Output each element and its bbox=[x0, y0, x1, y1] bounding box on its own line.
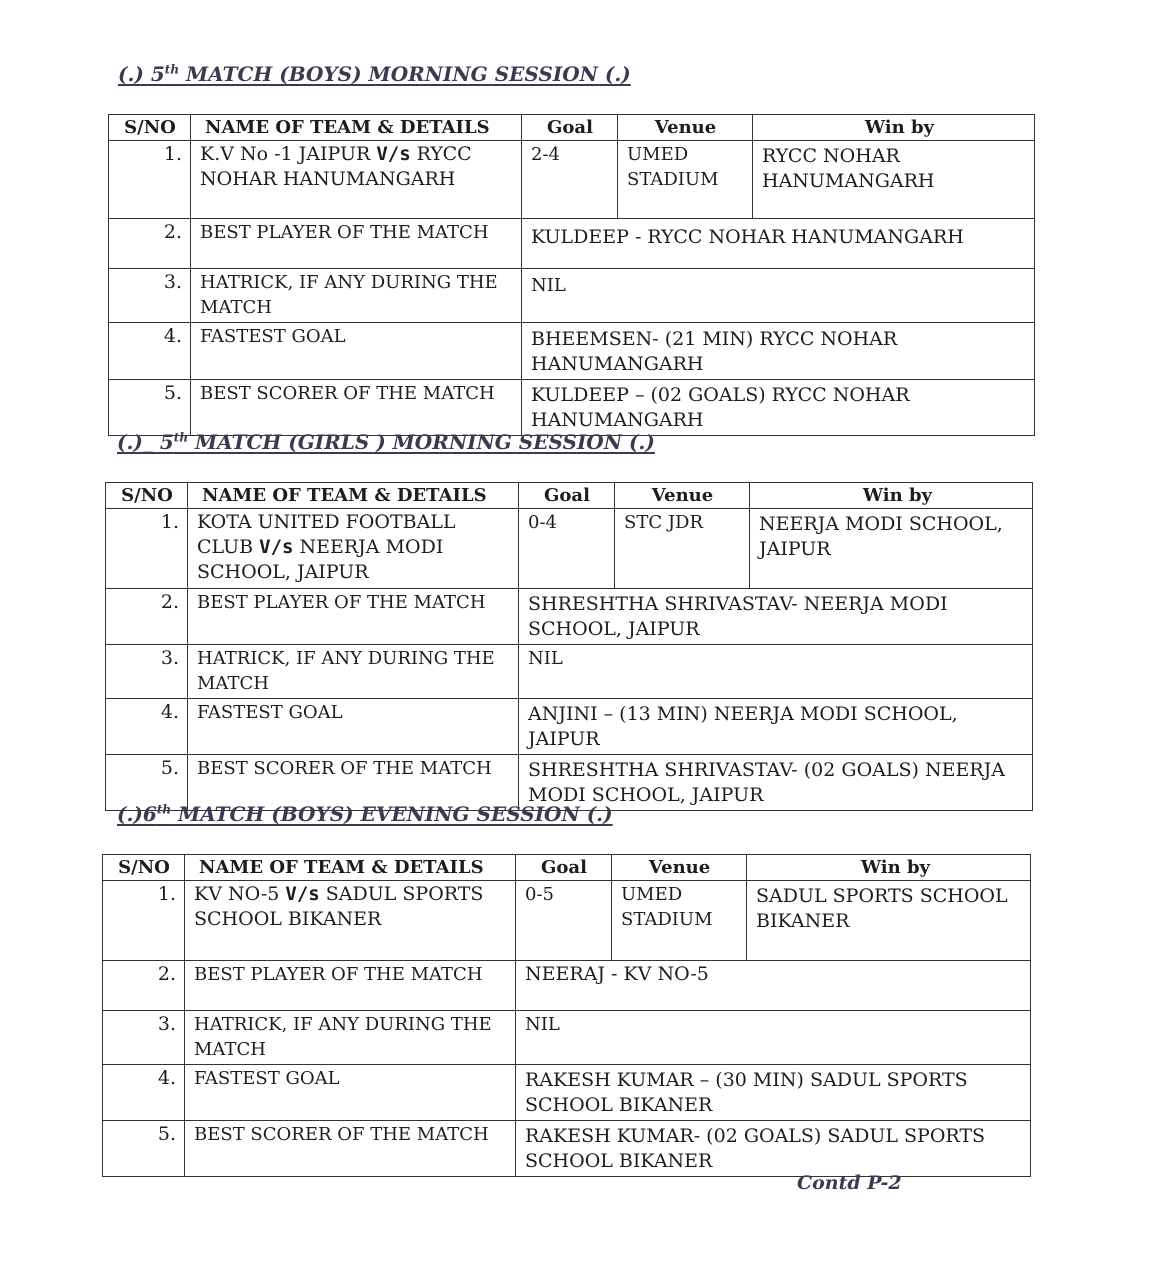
detail-label: HATRICK, IF ANY DURING THE MATCH bbox=[191, 269, 522, 323]
versus-label: V/s bbox=[259, 536, 294, 558]
detail-row bbox=[109, 380, 1035, 436]
venue: STC JDR bbox=[615, 509, 750, 589]
heading-text: MATCH (GIRLS ) MORNING SESSION (.) bbox=[188, 430, 655, 454]
heading-sup: th bbox=[156, 802, 172, 817]
detail-value: ANJINI – (13 MIN) NEERJA MODI SCHOOL, JAIPUR bbox=[519, 699, 1033, 755]
header-name: NAME OF TEAM & DETAILS bbox=[185, 855, 516, 881]
section-heading-boys-evening bbox=[117, 802, 613, 826]
versus-label: V/s bbox=[376, 143, 411, 165]
detail-label: HATRICK, IF ANY DURING THE MATCH bbox=[188, 645, 519, 699]
detail-row bbox=[103, 1065, 1031, 1121]
heading-sup: th bbox=[164, 62, 180, 77]
winner: NEERJA MODI SCHOOL, JAIPUR bbox=[750, 509, 1033, 589]
row-sno: 3. bbox=[103, 1011, 185, 1065]
header-name: NAME OF TEAM & DETAILS bbox=[188, 483, 519, 509]
winner: RYCC NOHAR HANUMANGARH bbox=[753, 141, 1035, 219]
versus-label: V/s bbox=[285, 883, 320, 905]
team-a: KOTA UNITED FOOTBALL CLUB bbox=[197, 511, 456, 558]
venue: UMED STADIUM bbox=[612, 881, 747, 961]
header-sno: S/NO bbox=[103, 855, 185, 881]
row-sno: 1. bbox=[103, 881, 185, 961]
detail-row bbox=[109, 269, 1035, 323]
header-win-by: Win by bbox=[753, 115, 1035, 141]
row-sno: 2. bbox=[106, 589, 188, 645]
header-venue: Venue bbox=[618, 115, 753, 141]
header-sno: S/NO bbox=[106, 483, 188, 509]
detail-row bbox=[109, 219, 1035, 269]
header-goal: Goal bbox=[519, 483, 615, 509]
section-heading-boys-morning bbox=[118, 62, 631, 86]
detail-value: BHEEMSEN- (21 MIN) RYCC NOHAR HANUMANGARH bbox=[522, 323, 1035, 380]
detail-label: BEST PLAYER OF THE MATCH bbox=[185, 961, 516, 1011]
match-table-boys-morning bbox=[108, 114, 1035, 436]
team-b: NEERJA MODI SCHOOL, JAIPUR bbox=[197, 536, 444, 583]
section-heading-girls-morning bbox=[117, 430, 655, 454]
team-details bbox=[188, 509, 519, 589]
detail-row bbox=[103, 1121, 1031, 1177]
match-table-boys-evening bbox=[102, 854, 1031, 1177]
detail-label: FASTEST GOAL bbox=[188, 699, 519, 755]
detail-row bbox=[106, 589, 1033, 645]
detail-row bbox=[106, 645, 1033, 699]
row-sno: 4. bbox=[109, 323, 191, 380]
team-a: K.V No -1 JAIPUR bbox=[200, 143, 377, 165]
heading-text: MATCH (BOYS) MORNING SESSION (.) bbox=[179, 62, 631, 86]
winner: SADUL SPORTS SCHOOL BIKANER bbox=[747, 881, 1031, 961]
detail-value: NIL bbox=[516, 1011, 1031, 1065]
venue: UMED STADIUM bbox=[618, 141, 753, 219]
heading-text: MATCH (BOYS) EVENING SESSION (.) bbox=[171, 802, 613, 826]
heading-text: (.)6 bbox=[117, 802, 157, 826]
header-name: NAME OF TEAM & DETAILS bbox=[191, 115, 522, 141]
row-sno: 3. bbox=[106, 645, 188, 699]
row-sno: 1. bbox=[109, 141, 191, 219]
detail-label: BEST PLAYER OF THE MATCH bbox=[188, 589, 519, 645]
detail-label: FASTEST GOAL bbox=[191, 323, 522, 380]
team-a: KV NO-5 bbox=[194, 883, 286, 905]
detail-label: BEST SCORER OF THE MATCH bbox=[185, 1121, 516, 1177]
team-details bbox=[185, 881, 516, 961]
row-sno: 4. bbox=[106, 699, 188, 755]
header-goal: Goal bbox=[522, 115, 618, 141]
row-sno: 2. bbox=[103, 961, 185, 1011]
detail-value: NIL bbox=[519, 645, 1033, 699]
match-table-girls-morning bbox=[105, 482, 1033, 811]
table-header-row bbox=[103, 855, 1031, 881]
detail-row bbox=[103, 961, 1031, 1011]
header-win-by: Win by bbox=[747, 855, 1031, 881]
heading-sup: th bbox=[173, 430, 189, 445]
detail-value: RAKESH KUMAR – (30 MIN) SADUL SPORTS SCHOOL BIKANER bbox=[516, 1065, 1031, 1121]
table-header-row bbox=[109, 115, 1035, 141]
team-details bbox=[191, 141, 522, 219]
row-sno: 3. bbox=[109, 269, 191, 323]
detail-value: KULDEEP – (02 GOALS) RYCC NOHAR HANUMANGARH bbox=[522, 380, 1035, 436]
detail-row bbox=[109, 323, 1035, 380]
detail-label: BEST PLAYER OF THE MATCH bbox=[191, 219, 522, 269]
heading-text: (.)_ 5 bbox=[117, 430, 174, 454]
continued-note: Contd P-2 bbox=[797, 1172, 902, 1194]
row-sno: 4. bbox=[103, 1065, 185, 1121]
row-sno: 5. bbox=[103, 1121, 185, 1177]
team-b: RYCC NOHAR HANUMANGARH bbox=[200, 143, 472, 190]
detail-label: HATRICK, IF ANY DURING THE MATCH bbox=[185, 1011, 516, 1065]
header-win-by: Win by bbox=[750, 483, 1033, 509]
goal-score: 0-4 bbox=[519, 509, 615, 589]
goal-score: 2-4 bbox=[522, 141, 618, 219]
header-venue: Venue bbox=[615, 483, 750, 509]
team-b: SADUL SPORTS SCHOOL BIKANER bbox=[194, 883, 484, 930]
detail-value: SHRESHTHA SHRIVASTAV- (02 GOALS) NEERJA MODI SCHOOL, JAIPUR bbox=[519, 755, 1033, 811]
heading-text: (.) 5 bbox=[118, 62, 165, 86]
table-header-row bbox=[106, 483, 1033, 509]
header-goal: Goal bbox=[516, 855, 612, 881]
detail-label: FASTEST GOAL bbox=[185, 1065, 516, 1121]
detail-value: SHRESHTHA SHRIVASTAV- NEERJA MODI SCHOOL, JAIPUR bbox=[519, 589, 1033, 645]
detail-value: KULDEEP - RYCC NOHAR HANUMANGARH bbox=[522, 219, 1035, 269]
row-sno: 5. bbox=[106, 755, 188, 811]
detail-row bbox=[103, 1011, 1031, 1065]
detail-label: BEST SCORER OF THE MATCH bbox=[191, 380, 522, 436]
detail-row bbox=[106, 699, 1033, 755]
row-sno: 2. bbox=[109, 219, 191, 269]
row-sno: 1. bbox=[106, 509, 188, 589]
detail-value: NEERAJ - KV NO-5 bbox=[516, 961, 1031, 1011]
detail-label: BEST SCORER OF THE MATCH bbox=[188, 755, 519, 811]
match-row bbox=[109, 141, 1035, 219]
header-venue: Venue bbox=[612, 855, 747, 881]
detail-value: NIL bbox=[522, 269, 1035, 323]
match-row bbox=[106, 509, 1033, 589]
header-sno: S/NO bbox=[109, 115, 191, 141]
match-row bbox=[103, 881, 1031, 961]
detail-value: RAKESH KUMAR- (02 GOALS) SADUL SPORTS SCHOOL BIKANER bbox=[516, 1121, 1031, 1177]
row-sno: 5. bbox=[109, 380, 191, 436]
goal-score: 0-5 bbox=[516, 881, 612, 961]
